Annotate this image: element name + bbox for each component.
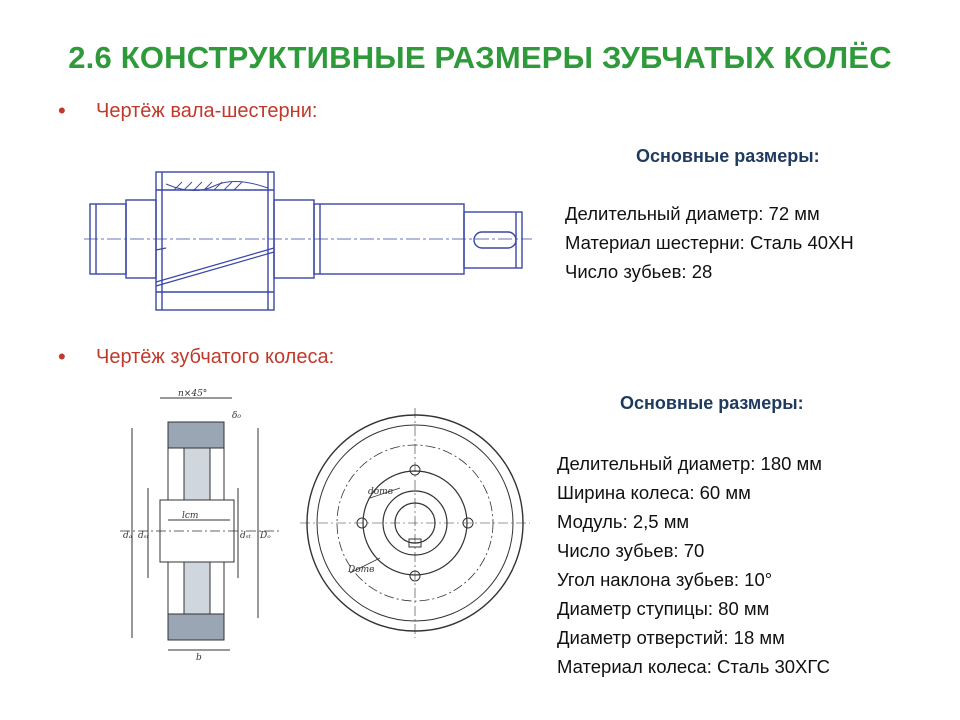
shaft-gear-drawing: [84, 164, 534, 324]
shaft-specs-title: Основные размеры:: [636, 146, 820, 166]
spec-item: Ширина колеса: 60 мм: [557, 482, 751, 503]
spec-item: Диаметр отверстий: 18 мм: [557, 627, 785, 648]
spec-item: Материал колеса: Сталь 30ХГС: [557, 656, 830, 677]
wheel-specs-list: [557, 449, 830, 681]
spec-item: Число зубьев: 70: [557, 540, 705, 561]
shaft-drawing-heading: Чертёж вала-шестерни:: [96, 100, 318, 122]
gear-wheel-front-drawing: [300, 408, 530, 638]
bullet-dot: •: [58, 98, 66, 123]
spec-item: Материал шестерни: Сталь 40ХН: [565, 232, 854, 253]
shaft-specs-list: [565, 199, 854, 286]
spec-item: Делительный диаметр: 72 мм: [565, 203, 820, 224]
Dotv-label: Dотв: [348, 565, 375, 575]
bullet-dot: •: [58, 344, 66, 369]
da-label: dₐ: [123, 531, 133, 541]
spec-item: Делительный диаметр: 180 мм: [557, 453, 822, 474]
spec-item: Число зубьев: 28: [565, 261, 713, 282]
spec-item: Диаметр ступицы: 80 мм: [557, 598, 770, 619]
dst-label: dₛₜ: [138, 531, 150, 541]
delta-label: δ₀: [232, 411, 242, 421]
wheel-specs-title: Основные размеры:: [620, 393, 804, 413]
spec-item: Модуль: 2,5 мм: [557, 511, 690, 532]
b-label: b: [196, 653, 202, 663]
dst-right-label: dₛₜ: [240, 531, 252, 541]
bullet-shaft-heading: [58, 98, 318, 123]
bullet-wheel-heading: [58, 344, 335, 369]
chamfer-label: n×45°: [178, 389, 208, 399]
wheel-drawing-heading: Чертёж зубчатого колеса:: [96, 346, 335, 368]
dotv-label: dотв: [368, 487, 393, 497]
Do-label: Dₒ: [260, 531, 271, 541]
lst-label: lст: [182, 511, 199, 521]
slide-title: 2.6 КОНСТРУКТИВНЫЕ РАЗМЕРЫ ЗУБЧАТЫХ КОЛЁС: [68, 40, 892, 75]
gear-wheel-section-drawing: [120, 388, 280, 668]
spec-item: Угол наклона зубьев: 10°: [557, 569, 773, 590]
